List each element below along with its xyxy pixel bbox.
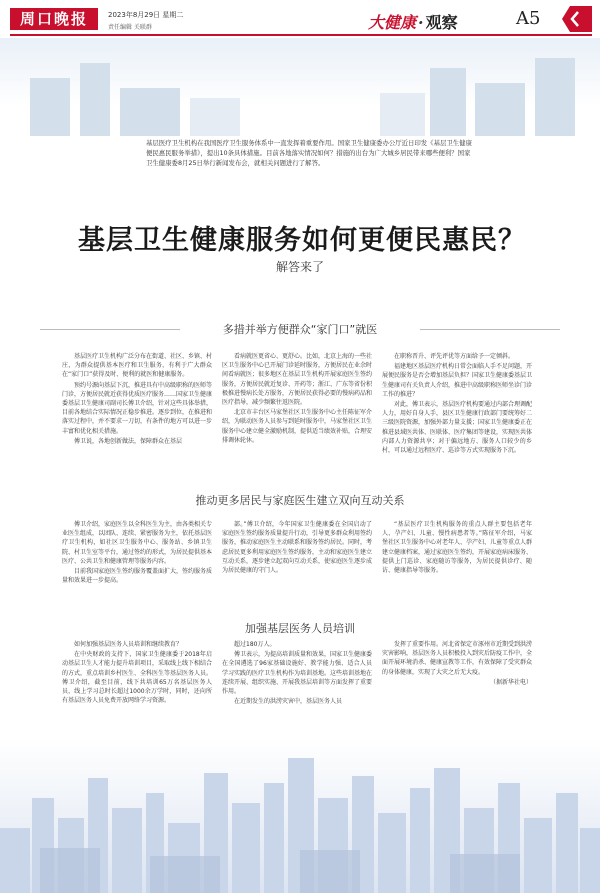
paragraph: 福建地区基层医疗机构日常会面临人手不足问题，开展便民服务是否会增加基层负担？国家卫生健康委基层卫生健康司有关负责人介绍，推进中高级职称医师坐诊门诊工作的推进？ bbox=[382, 363, 533, 398]
page-subtitle: 解答来了 bbox=[275, 260, 324, 274]
editor-credit: 责任编辑 关联群 bbox=[108, 24, 152, 31]
section-name-b: 观察 bbox=[425, 13, 458, 32]
page-number: A5 bbox=[516, 8, 541, 29]
paragraph: 在近期发生的洪涝灾害中，基层医务人员 bbox=[234, 698, 343, 706]
section-1-col-3 bbox=[382, 352, 532, 456]
paragraph: 发挥了重要作用。河北省保定市涿州市近期受到洪涝灾害影响，基层医务人员积极投入到灾后防疫工作中，全面开展环境消杀、健康宣教等工作，有效保障了受灾群众的身体健康，实现了大灾之后无大疫。 bbox=[382, 641, 533, 676]
section-3-col-2 bbox=[222, 640, 372, 707]
page-tab-arrow-icon bbox=[562, 6, 592, 32]
paragraph: 在职称晋升、评先评优等方面给予一定倾斜。 bbox=[394, 353, 515, 360]
skyline-illustration bbox=[0, 738, 600, 893]
paragraph: 看病就医更省心、更舒心。比如，北京上海的一些社区卫生服务中心已开展门诊延时服务，方便居民在业余时间看病就医；很多地区在基层卫生机构开展家庭医生签约服务，方便居民就近复诊、开药等；浙江、广东等省份积极推进慢病长处方服务，方便居民获得必要的慢病药品和医疗指导，减少频繁往返医院。 bbox=[222, 353, 373, 407]
hero-buildings-image bbox=[0, 38, 600, 136]
paragraph: 超过180万人。 bbox=[234, 641, 276, 648]
section-3-col-1 bbox=[62, 640, 212, 706]
paragraph: “基层医疗卫生机构服务的重点人群主要包括老年人、孕产妇、儿童、慢性病患者等。”陈征军介绍，马家堡社区卫生服务中心对老年人、孕产妇、儿童等重点人群建立健康档案，通过家庭医生签约，开展家庭病床服务、提供上门巡诊、家庭随访等服务，为居民提供诊疗、随访、健康指导等服务。 bbox=[382, 521, 533, 575]
section-dot: · bbox=[418, 13, 424, 32]
paragraph: 基层医疗卫生机构广泛分布在街道、社区、乡镇、村庄，为群众提供基本医疗和卫生服务，有利于广大群众在“家门口”获得及时、便利的就医和健康服务。 bbox=[62, 353, 213, 379]
paragraph: 傅卫介绍，家庭医生以全科医生为主，由各类相关专业医生组成，以团队、连续、紧密服务为主，依托基层医疗卫生机构，如社区卫生服务中心、服务站、乡镇卫生院、村卫生室等平台，通过签约的形式，为居民提供基本医疗、公共卫生和健康管理等服务内容。 bbox=[62, 521, 213, 565]
section-name bbox=[368, 10, 458, 33]
paragraph: 北京市丰台区马家堡社区卫生服务中心主任陈征军介绍，为联动医务人员参与到延时服务中，马家堡社区卫生服务中心建立健全激励机制，提供适当绩效补贴，合理安排调休轮休。 bbox=[222, 409, 373, 444]
paragraph: 部。”傅卫介绍，今年国家卫生健康委在全国启动了家庭医生签约服务质量提升行动，引导更多群众利用签约服务，推动家庭医生主动联系和服务签约居民。同时，考虑居民更多利用家庭医生签约服务，主动和家庭医生建立互动关系，逐步建立起双向互动关系，使家庭医生逐步成为居民健康的守门人。 bbox=[222, 521, 373, 575]
section-3-col-3 bbox=[382, 640, 532, 688]
masthead-logo: 周口晚报 bbox=[10, 8, 98, 30]
section-2-col-1 bbox=[62, 520, 212, 586]
section-2-col-2 bbox=[222, 520, 372, 576]
section-1-rule-right bbox=[420, 329, 560, 330]
section-2-col-3 bbox=[382, 520, 532, 576]
paragraph: 傅卫表示，为提高培训质量和效果，国家卫生健康委在全国遴选了96家基础设施好、教学能力强、适合人员学习实践的医疗卫生机构作为培训基地。这些培训基地在连续开展、组织实施、开展我基层培训等方面发挥了重要作用。 bbox=[222, 651, 373, 696]
paragraph: 对此，傅卫表示，基层医疗机构要通过内部合理调配人力，用好自身人手，县区卫生健康行政部门要统筹好二三级医院资源，加强外部力量支援；国家卫生健康委正在推进县域医共体、医联体、医疗集团等建设，实现医共体内部人力资源共享；对于偏远地方、服务人口较少的乡村，可以通过远程医疗、巡诊等方式实现服务下沉。 bbox=[382, 401, 533, 455]
paragraph: 在中央财政的支持下，国家卫生健康委于2018年启动基层卫生人才能力提升培训项目，采取线上线下相结合的方式，重点培训乡村医生、全科医生等基层医务人员。傅卫介绍，截至目前，线下共培训65万名基层医务人员，线上学习总时长超过1000余万学时，同时，还向所有基层医务人员免费开放网络学习资源。 bbox=[62, 651, 213, 705]
page-title: 基层卫生健康服务如何更便民惠民？ bbox=[78, 225, 526, 256]
hero-illustration bbox=[0, 38, 600, 136]
intro-paragraph: 基层医疗卫生机构在我国医疗卫生服务体系中一直发挥着重要作用。国家卫生健康委办公厅近日印发《基层卫生健康便民惠民服务举措》，提出10条具体措施。目前各地落实情况如何？措施的出台为广大城乡居民带来哪些便利？国家卫生健康委8月25日举行新闻发布会，就相关问题进行了解答。 bbox=[146, 139, 472, 167]
section-1-col-1 bbox=[62, 352, 212, 447]
issue-date: 2023年8月29日 星期二 bbox=[108, 11, 184, 19]
paragraph: （据新华社电） bbox=[489, 678, 532, 686]
paragraph: 预约号源向基层下沉，推进具有中高级职称的医师等门诊，方便居民就近获得优质医疗服务……国家卫生健康委基层卫生健康司副司长傅卫介绍，针对这些具体举措，目前各地结合实际情况正稳步推进。逐步到位，在推进和落实过程中，并不要求一刀切，有条件的地方可以进一步丰富和优化相关措施。 bbox=[62, 381, 213, 435]
header-rule bbox=[10, 34, 592, 36]
paragraph: 如何加强基层医务人员培训和继续教育？ bbox=[74, 641, 183, 648]
city-skyline-image bbox=[0, 738, 600, 893]
paragraph: 傅卫说，各地创新做法，保障群众在基层 bbox=[74, 437, 183, 445]
section-name-a: 大健康 bbox=[368, 13, 417, 32]
section-1-col-2 bbox=[222, 352, 372, 446]
section-1-heading: 多措并举方便群众“家门口”就医 bbox=[222, 323, 378, 336]
section-2-heading: 推动更多居民与家庭医生建立双向互动关系 bbox=[195, 494, 405, 507]
section-3-heading: 加强基层医务人员培训 bbox=[245, 622, 355, 635]
paragraph: 目前我国家庭医生签约服务覆盖面扩大，签约服务质量和效果进一步提高。 bbox=[62, 568, 213, 585]
